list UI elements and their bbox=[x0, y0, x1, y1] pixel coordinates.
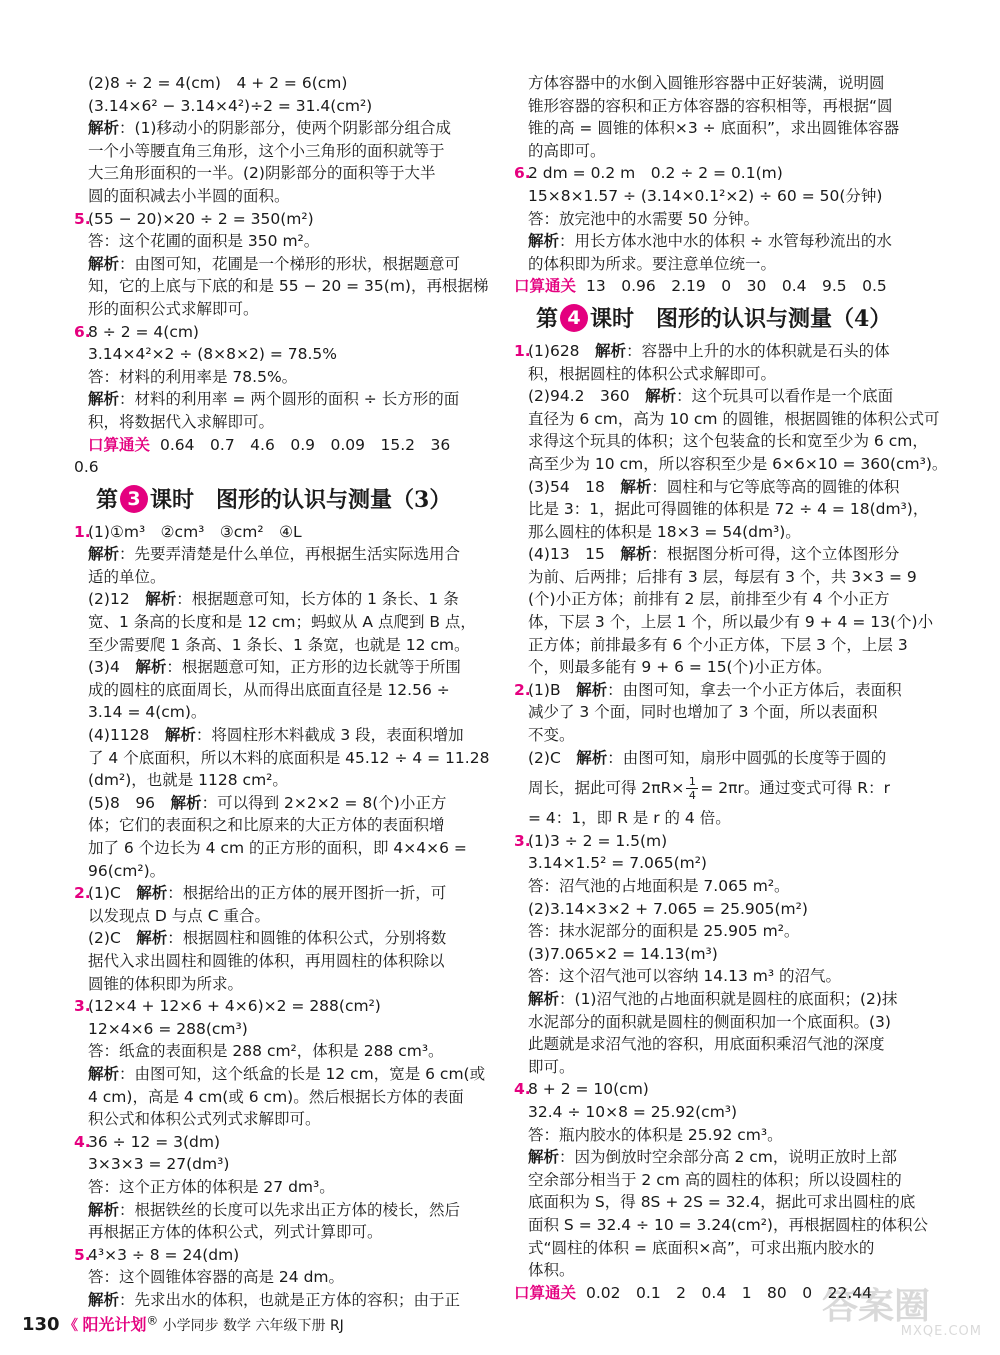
text-line: 再根据正方体的体积公式，列式计算即可。 bbox=[88, 1223, 383, 1242]
text-line bbox=[88, 588, 492, 611]
analysis-line bbox=[88, 1289, 492, 1312]
text-line: 3.14×4²×2 ÷ (8×8×2) = 78.5% bbox=[88, 345, 337, 364]
analysis-label: 解析 bbox=[528, 989, 560, 1008]
question-number: 5. bbox=[74, 1245, 91, 1264]
question-number: 2. bbox=[514, 680, 531, 699]
text-line: 积，根据圆柱的体积公式求解即可。 bbox=[528, 364, 777, 383]
text: ：根据图分析可得，这个立体图形分 bbox=[651, 545, 900, 564]
text: ：由图可知，拿去一个小正方体后，表面积 bbox=[607, 680, 902, 699]
analysis-line bbox=[88, 117, 492, 140]
text: ：先要弄清楚是什么单位，再根据生活实际选用合 bbox=[119, 545, 461, 564]
fraction-denominator: 4 bbox=[688, 789, 696, 803]
answer-line: 答：这个沼气池可以容纳 14.13 m³ 的沼气。 bbox=[528, 967, 841, 986]
analysis-label: 解析 bbox=[576, 680, 608, 699]
text: (4)13 15 bbox=[528, 545, 621, 564]
mental-math-line: 0.6 bbox=[74, 458, 99, 477]
analysis-label: 解析 bbox=[88, 1064, 120, 1083]
text-line: 求得这个玩具的体积；这个包装盒的长和宽至少为 6 cm， bbox=[528, 432, 928, 451]
question-line bbox=[74, 1244, 492, 1267]
analysis-label: 解析 bbox=[136, 929, 168, 948]
answer-line: 答：放完池中的水需要 50 分钟。 bbox=[528, 209, 760, 228]
text: ：由图可知，这个纸盒的长是 12 cm，宽是 6 cm(或 bbox=[119, 1064, 486, 1083]
watermark bbox=[822, 1285, 982, 1346]
text: (1)①m³ ②cm³ ③cm² ④L bbox=[88, 522, 302, 541]
analysis-line bbox=[88, 388, 492, 411]
text-line: (3.14×6² − 3.14×4²)÷2 = 31.4(cm²) bbox=[88, 96, 373, 115]
text-line: 积，将数据代入求解即可。 bbox=[88, 412, 275, 431]
lesson-number-badge: 4 bbox=[560, 304, 588, 332]
text-line: 减少了 3 个面，同时也增加了 3 个面，所以表面积 bbox=[528, 703, 878, 722]
text-line: 15×8×1.57 ÷ (3.14×0.1²×2) ÷ 60 = 50(分钟) bbox=[528, 186, 883, 205]
book-description: 小学同步 数学 六年级下册 RJ bbox=[162, 1318, 344, 1334]
text: (1)B bbox=[528, 680, 577, 699]
question-number: 4. bbox=[74, 1132, 91, 1151]
title-text: 课时 图形的认识与测量（4） bbox=[590, 305, 892, 332]
text: ：(1)移动小的阴影部分，使两个阴影部分组合成 bbox=[119, 119, 451, 138]
question-number: 3. bbox=[74, 997, 91, 1016]
analysis-line bbox=[88, 543, 492, 566]
text-line: 96(cm²)。 bbox=[88, 861, 166, 880]
text-line: (2)8 ÷ 2 = 4(cm) 4 + 2 = 6(cm) bbox=[88, 74, 348, 92]
text: (2)94.2 360 bbox=[528, 387, 646, 406]
text: ：材料的利用率 = 两个圆形的面积 ÷ 长方形的面 bbox=[119, 390, 460, 409]
text: (1)628 bbox=[528, 341, 596, 360]
text: ：根据圆柱和圆锥的体积公式，分别将数 bbox=[167, 929, 447, 948]
answer-line: 答：这个圆锥体容器的高是 24 dm。 bbox=[88, 1268, 345, 1287]
text-line: 宽、1 条高的长度和是 12 cm；蚂蚁从 A 点爬到 B 点， bbox=[88, 613, 476, 632]
registered-mark: ® bbox=[146, 1313, 159, 1328]
text: (55 − 20)×20 ÷ 2 = 350(m²) bbox=[88, 209, 314, 228]
analysis-label: 解析 bbox=[88, 545, 120, 564]
answer-line: 答：沼气池的占地面积是 7.065 m²。 bbox=[528, 877, 790, 895]
watermark-logo: 答案圈 bbox=[822, 1285, 931, 1327]
fraction bbox=[686, 776, 698, 801]
text-line: 加了 6 个边长为 4 cm 的正方形的面积，即 4×4×6 = bbox=[88, 839, 467, 857]
text-line: 比是 3：1，据此可得圆锥的体积是 72 ÷ 4 = 18(dm³)， bbox=[528, 500, 929, 519]
text-line bbox=[88, 656, 492, 679]
text-line: 体积。 bbox=[528, 1261, 575, 1280]
text-line: 至少需要爬 1 条高、1 条长、1 条宽，也就是 12 cm。 bbox=[88, 635, 470, 654]
text: ：因为倒放时空余部分高 2 cm，说明正放时上部 bbox=[559, 1148, 897, 1167]
text-line: 式“圆柱的体积 = 底面积×高”，可求出瓶内胶水的 bbox=[528, 1238, 875, 1257]
text-line: 高至少为 10 cm，所以容积至少是 6×6×10 = 360(cm³)。 bbox=[528, 454, 948, 473]
text-line: 12×4×6 = 288(cm³) bbox=[88, 1019, 248, 1038]
question-line bbox=[74, 995, 492, 1018]
text-line: 为前、后两排；后排有 3 层，每层有 3 个，共 3×3 = 9 bbox=[528, 567, 917, 586]
text-line bbox=[528, 543, 932, 566]
text-line: 锥形容器的容积和正方体容器的容积相等，再根据“圆 bbox=[528, 96, 893, 115]
text: (3)4 bbox=[88, 658, 136, 677]
text-line: 体，下层 3 个，上层 1 个，所以最少有 9 + 4 = 13(个)小 bbox=[528, 613, 934, 632]
analysis-label: 解析 bbox=[528, 232, 560, 251]
question-line bbox=[514, 340, 932, 363]
lesson-title bbox=[96, 481, 492, 519]
analysis-label: 解析 bbox=[145, 590, 177, 609]
title-text: 课时 图形的认识与测量（3） bbox=[150, 486, 452, 513]
text-line: = 4：1，即 R 是 r 的 4 倍。 bbox=[528, 809, 731, 828]
answer-line: 答：这个花圃的面积是 350 m²。 bbox=[88, 232, 320, 251]
text: (4)1128 bbox=[88, 726, 165, 745]
answer-line: 答：瓶内胶水的体积是 25.92 cm³。 bbox=[528, 1125, 783, 1144]
text-line: 大三角形面积的一半。(2)阴影部分的面积等于大半 bbox=[88, 164, 436, 183]
double-chevron-icon: 《 bbox=[64, 1318, 79, 1334]
text: ：圆柱和与它等底等高的圆锥的体积 bbox=[651, 477, 900, 496]
text-line: 形的面积公式求解即可。 bbox=[88, 299, 259, 318]
question-line bbox=[74, 521, 492, 544]
text: (12×4 + 12×6 + 4×6)×2 = 288(cm²) bbox=[88, 997, 381, 1016]
text: 8 ÷ 2 = 4(cm) bbox=[88, 322, 199, 341]
mental-math-answers: 0.64 0.7 4.6 0.9 0.09 15.2 36 bbox=[160, 435, 451, 454]
analysis-label: 解析 bbox=[576, 748, 608, 767]
text-line: 知，它的上底与下底的和是 55 − 20 = 35(m)，再根据梯 bbox=[88, 277, 489, 296]
text-line: 3×3×3 = 27(dm³) bbox=[88, 1155, 230, 1174]
text-line: 4 cm)，高是 4 cm(或 6 cm)。然后根据长方体的表面 bbox=[88, 1087, 464, 1106]
answer-line: 答：纸盒的表面积是 288 cm²，体积是 288 cm³。 bbox=[88, 1042, 444, 1061]
text: 36 ÷ 12 = 3(dm) bbox=[88, 1132, 221, 1151]
text-line: 水泥部分的面积就是圆柱的侧面积加一个底面积。(3) bbox=[528, 1012, 891, 1031]
analysis-label: 解析 bbox=[164, 726, 196, 745]
analysis-label: 解析 bbox=[136, 884, 168, 903]
lesson-number-badge: 3 bbox=[120, 485, 148, 513]
text: ：这个玩具可以看作是一个底面 bbox=[676, 387, 894, 406]
question-line bbox=[514, 1078, 932, 1101]
mental-math-line bbox=[88, 434, 492, 457]
mental-math-answers: 0.02 0.1 2 0.4 1 80 0 22.44 bbox=[586, 1283, 873, 1302]
question-number: 2. bbox=[74, 884, 91, 903]
mental-math-line bbox=[514, 275, 932, 298]
question-number: 5. bbox=[74, 209, 91, 228]
text-line bbox=[528, 476, 932, 499]
title-prefix: 第 bbox=[536, 305, 559, 332]
analysis-label: 解析 bbox=[528, 1148, 560, 1167]
question-number: 6. bbox=[74, 322, 91, 341]
analysis-line bbox=[88, 1063, 492, 1086]
page-footer bbox=[22, 1312, 344, 1335]
text-line: (dm²)，也就是 1128 cm²。 bbox=[88, 771, 288, 790]
mental-math-tag: 口算通关 bbox=[88, 435, 151, 454]
text: 2 dm = 0.2 m 0.2 ÷ 2 = 0.1(m) bbox=[528, 164, 783, 183]
text-line: 个，则最多能有 9 + 6 = 15(个)小正方体。 bbox=[528, 658, 832, 677]
text-line: 底面积为 S，得 8S + 2S = 32.4，据此可求出圆柱的底 bbox=[528, 1193, 916, 1212]
text: (3)54 18 bbox=[528, 477, 621, 496]
text: 周长，据此可得 2πR× bbox=[528, 779, 685, 798]
text: ：由图可知，扇形中圆弧的长度等于圆的 bbox=[607, 748, 887, 767]
text-line: 一个小等腰直角三角形，这个小三角形的面积就等于 bbox=[88, 141, 445, 160]
question-line bbox=[514, 679, 932, 702]
text: (1)3 ÷ 2 = 1.5(m) bbox=[528, 831, 668, 850]
analysis-label: 解析 bbox=[88, 390, 120, 409]
text-line: 32.4 ÷ 10×8 = 25.92(cm³) bbox=[528, 1102, 738, 1121]
text-line: 的体积即为所求。要注意单位统一。 bbox=[528, 254, 777, 273]
text: ：先求出水的体积，也就是正方体的容积；由于正 bbox=[119, 1290, 461, 1309]
analysis-line bbox=[528, 988, 932, 1011]
text: ：将圆柱形木料截成 3 段，表面积增加 bbox=[195, 726, 464, 745]
analysis-label: 解析 bbox=[645, 387, 677, 406]
text-line: 圆的面积减去小半圆的面积。 bbox=[88, 186, 290, 205]
text-line: 正方体；前排最多有 6 个小正方体，下层 3 个，上层 3 bbox=[528, 635, 908, 654]
text-line: 锥的高 = 圆锥的体积×3 ÷ 底面积”，求出圆锥体容器 bbox=[528, 119, 900, 138]
question-line bbox=[74, 321, 492, 344]
text-line: 此题就是求沼气池的容积，用底面积乘沼气池的深度 bbox=[528, 1035, 885, 1054]
text: 4³×3 ÷ 8 = 24(dm) bbox=[88, 1245, 240, 1264]
page-number: 130 bbox=[22, 1314, 60, 1335]
text-line: 直径为 6 cm，高为 10 cm 的圆锥，根据圆锥的体积公式可 bbox=[528, 409, 940, 428]
text-line: 适的单位。 bbox=[88, 567, 166, 586]
text-line: 据代入求出圆柱和圆锥的体积，再用圆柱的体积除以 bbox=[88, 951, 445, 970]
text-line: 即可。 bbox=[528, 1057, 575, 1076]
text: (1)C bbox=[88, 884, 137, 903]
text-line: (个)小正方体；前排有 2 层，前排至少有 4 个小正方 bbox=[528, 590, 890, 609]
text: ：可以得到 2×2×2 = 8(个)小正方 bbox=[201, 793, 447, 812]
text: (2)C bbox=[528, 748, 577, 767]
text: (5)8 96 bbox=[88, 793, 171, 812]
question-line bbox=[514, 162, 932, 185]
question-number: 1. bbox=[74, 522, 91, 541]
analysis-line bbox=[528, 1146, 932, 1169]
text-line: 成的圆柱的底面周长，从而得出底面直径是 12.56 ÷ bbox=[88, 680, 450, 699]
left-column bbox=[74, 72, 492, 1311]
right-column bbox=[514, 72, 948, 1304]
text-line: 不变。 bbox=[528, 726, 575, 745]
text: (2)C bbox=[88, 929, 137, 948]
mental-math-tag: 口算通关 bbox=[514, 277, 577, 296]
title-prefix: 第 bbox=[96, 486, 119, 513]
fraction-numerator: 1 bbox=[688, 775, 696, 789]
text-line bbox=[528, 385, 932, 408]
question-number: 4. bbox=[514, 1080, 531, 1099]
text: ：由图可知，花圃是一个梯形的形状，根据题意可 bbox=[119, 254, 461, 273]
text-line: 的高即可。 bbox=[528, 141, 606, 160]
analysis-line bbox=[528, 230, 932, 253]
answer-line: 答：材料的利用率是 78.5%。 bbox=[88, 367, 298, 386]
question-number: 3. bbox=[514, 831, 531, 850]
text-line bbox=[88, 724, 492, 747]
analysis-label: 解析 bbox=[620, 477, 652, 496]
text-line: 以发现点 D 与点 C 重合。 bbox=[88, 906, 270, 925]
question-line bbox=[74, 1131, 492, 1154]
analysis-label: 解析 bbox=[88, 1290, 120, 1309]
text-line: 面积 S = 32.4 ÷ 10 = 3.24(cm²)，再根据圆柱的体积公 bbox=[528, 1215, 928, 1234]
text: ：(1)沼气池的占地面积就是圆柱的底面积；(2)抹 bbox=[559, 989, 898, 1008]
text-line: 方体容器中的水倒入圆锥形容器中正好装满，说明圆 bbox=[528, 74, 885, 92]
question-line bbox=[74, 882, 492, 905]
question-number: 6. bbox=[514, 164, 531, 183]
analysis-label: 解析 bbox=[88, 254, 120, 273]
text: ：容器中上升的水的体积就是石头的体 bbox=[626, 341, 890, 360]
text: ：根据题意可知，正方形的边长就等于所围 bbox=[166, 658, 461, 677]
text-line: 那么圆柱的体积是 18×3 = 54(dm³)。 bbox=[528, 522, 801, 541]
question-number: 1. bbox=[514, 341, 531, 360]
text-line: 了 4 个底面积，所以木料的底面积是 45.12 ÷ 4 = 11.28 bbox=[88, 748, 490, 767]
text-line: 3.14 = 4(cm)。 bbox=[88, 703, 207, 722]
watermark-url: MXQE.COM bbox=[900, 1324, 982, 1339]
text-line bbox=[528, 747, 932, 770]
mental-math-answers: 13 0.96 2.19 0 30 0.4 9.5 0.5 bbox=[586, 277, 887, 296]
brand-logo: 阳光计划 bbox=[82, 1315, 147, 1334]
text-line: 体；它们的表面积之和比原来的大正方体的表面积增 bbox=[88, 816, 445, 835]
text-line bbox=[88, 792, 492, 815]
text-line bbox=[88, 927, 492, 950]
text: ：用长方体水池中水的体积 ÷ 水管每秒流出的水 bbox=[559, 232, 892, 251]
text-line: 3.14×1.5² = 7.065(m²) bbox=[528, 854, 707, 873]
analysis-label: 解析 bbox=[88, 119, 120, 138]
analysis-label: 解析 bbox=[595, 341, 627, 360]
analysis-label: 解析 bbox=[135, 658, 167, 677]
text-line: 圆锥的体积即为所求。 bbox=[88, 974, 244, 993]
text-line: (3)7.065×2 = 14.13(m³) bbox=[528, 944, 718, 963]
formula-line bbox=[528, 769, 932, 807]
text-line: 积公式和体积公式列式求解即可。 bbox=[88, 1110, 321, 1129]
analysis-label: 解析 bbox=[620, 545, 652, 564]
text-line: 空余部分相当于 2 cm 高的圆柱的体积；所以设圆柱的 bbox=[528, 1170, 902, 1189]
text: 8 + 2 = 10(cm) bbox=[528, 1080, 649, 1099]
lesson-title bbox=[536, 300, 932, 338]
question-line bbox=[514, 830, 932, 853]
mental-math-tag: 口算通关 bbox=[514, 1283, 577, 1302]
question-line bbox=[74, 208, 492, 231]
text: (2)12 bbox=[88, 590, 146, 609]
text: ：根据给出的正方体的展开图折一折，可 bbox=[167, 884, 447, 903]
analysis-line bbox=[88, 253, 492, 276]
text-line: (2)3.14×3×2 + 7.065 = 25.905(m²) bbox=[528, 899, 808, 918]
text: ：根据题意可知，长方体的 1 条长、1 条 bbox=[176, 590, 459, 609]
answer-line: 答：这个正方体的体积是 27 dm³。 bbox=[88, 1177, 335, 1196]
analysis-line bbox=[88, 1199, 492, 1222]
text: ：根据铁丝的长度可以先求出正方体的棱长，然后 bbox=[119, 1200, 461, 1219]
answer-line: 答：抹水泥部分的面积是 25.905 m²。 bbox=[528, 922, 800, 941]
analysis-label: 解析 bbox=[170, 793, 202, 812]
analysis-label: 解析 bbox=[88, 1200, 120, 1219]
text: = 2πr。通过变式可得 R：r bbox=[700, 779, 890, 798]
